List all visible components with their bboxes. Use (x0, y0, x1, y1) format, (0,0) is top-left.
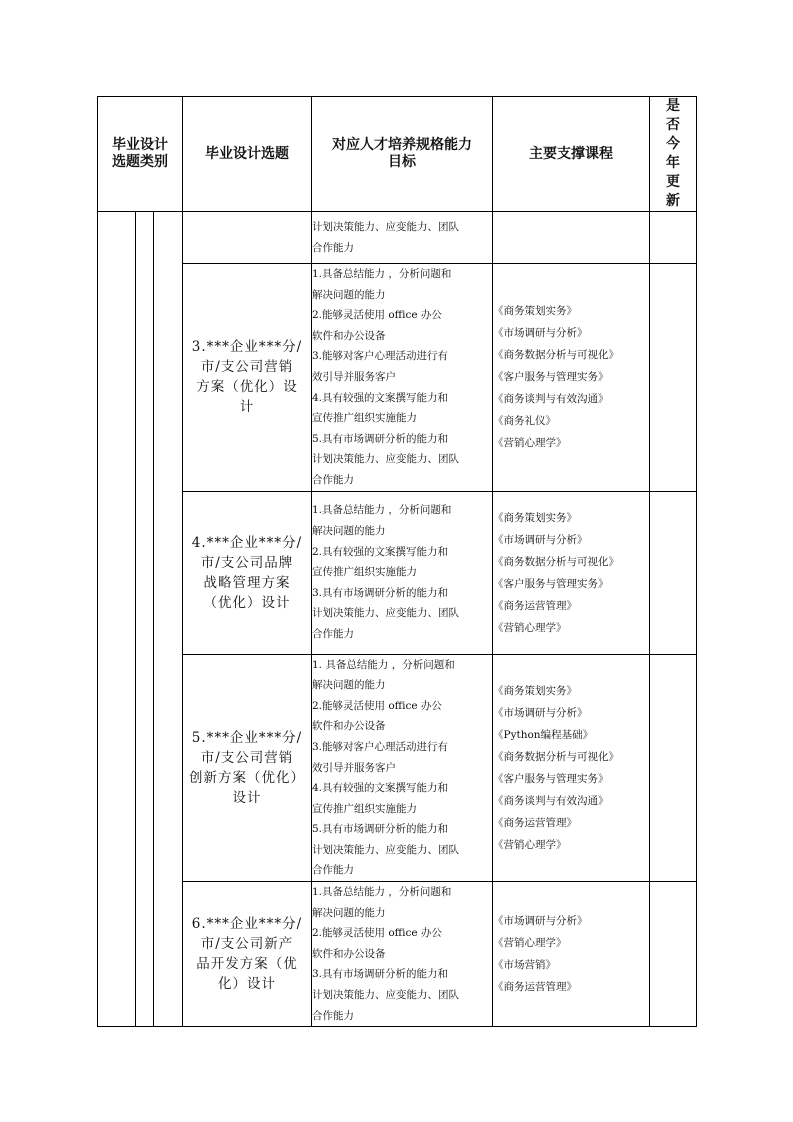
subcategory-cell-2 (154, 212, 183, 1027)
table-row (98, 882, 697, 1027)
table-row (98, 264, 697, 492)
header-category: 毕业设计 选题类别 (98, 97, 183, 212)
table-row (98, 212, 697, 264)
courses-cell: 《商务策划实务》 《市场调研与分析》 《商务数据分析与可视化》 《客户服务与管理实务》 《商务运营管理》 《营销心理学》 (493, 491, 650, 654)
courses-cell: 《商务策划实务》 《市场调研与分析》 《Python编程基础》 《商务数据分析与可视化》 《客户服务与管理实务》 《商务谈判与有效沟通》 《商务运营管理》 《营销心理学》 (493, 654, 650, 882)
topic-cell: 6.***企业***分/ 市/支公司新产 品开发方案（优 化）设计 (183, 882, 312, 1027)
table-row (98, 491, 697, 654)
courses-cell (493, 212, 650, 264)
update-cell (650, 212, 697, 264)
subcategory-cell (136, 212, 154, 1027)
update-cell (650, 264, 697, 492)
topic-cell: 3.***企业***分/ 市/支公司营销 方案（优化）设 计 (183, 264, 312, 492)
ability-cell: 1.具备总结能力 ，分析问题和 解决问题的能力 2.具有较强的文案撰写能力和 宣传推广组织实施能力 3.具有市场调研分析的能力和 计划决策能力、应变能力、团队 合作能力 (312, 491, 493, 654)
topics-table (97, 96, 697, 1027)
update-cell (650, 882, 697, 1027)
header-topic: 毕业设计选题 (183, 97, 312, 212)
topic-cell (183, 212, 312, 264)
courses-cell: 《商务策划实务》 《市场调研与分析》 《商务数据分析与可视化》 《客户服务与管理实务》 《商务谈判与有效沟通》 《商务礼仪》 《营销心理学》 (493, 264, 650, 492)
courses-cell: 《市场调研与分析》 《营销心理学》 《市场营销》 《商务运营管理》 (493, 882, 650, 1027)
header-update: 是 否 今 年 更 新 (650, 97, 697, 212)
topic-cell: 5.***企业***分/ 市/支公司营销 创新方案（优化） 设计 (183, 654, 312, 882)
update-cell (650, 491, 697, 654)
category-cell (98, 212, 136, 1027)
header-courses: 主要支撑课程 (493, 97, 650, 212)
table-row (98, 654, 697, 882)
ability-cell: 1.具备总结能力 ，分析问题和 解决问题的能力 2.能够灵活使用 office 办公 软件和办公设备 3.具有市场调研分析的能力和 计划决策能力、应变能力、团队 合作能力 (312, 882, 493, 1027)
ability-cell: 1.具备总结能力 ，分析问题和 解决问题的能力 2.能够灵活使用 office 办公 软件和办公设备 3.能够对客户心理活动进行有 效引导并服务客户 4.具有较强的文案撰写能力和 宣传推广组织实施能力 5.具有市场调研分析的能力和 计划决策能力、应变能力、团队 合作能力 (312, 264, 493, 492)
ability-cell: 1. 具备总结能力 ，分析问题和 解决问题的能力 2.能够灵活使用 office 办公 软件和办公设备 3.能够对客户心理活动进行有 效引导并服务客户 4.具有较强的文案撰写能力和 宣传推广组织实施能力 5.具有市场调研分析的能力和 计划决策能力、应变能力、团队 合作能力 (312, 654, 493, 882)
header-ability: 对应人才培养规格能力 目标 (312, 97, 493, 212)
update-cell (650, 654, 697, 882)
header-row (98, 97, 697, 212)
topic-cell: 4.***企业***分/ 市/支公司品牌 战略管理方案 （优化）设计 (183, 491, 312, 654)
ability-cell: 计划决策能力、应变能力、团队 合作能力 (312, 212, 493, 264)
